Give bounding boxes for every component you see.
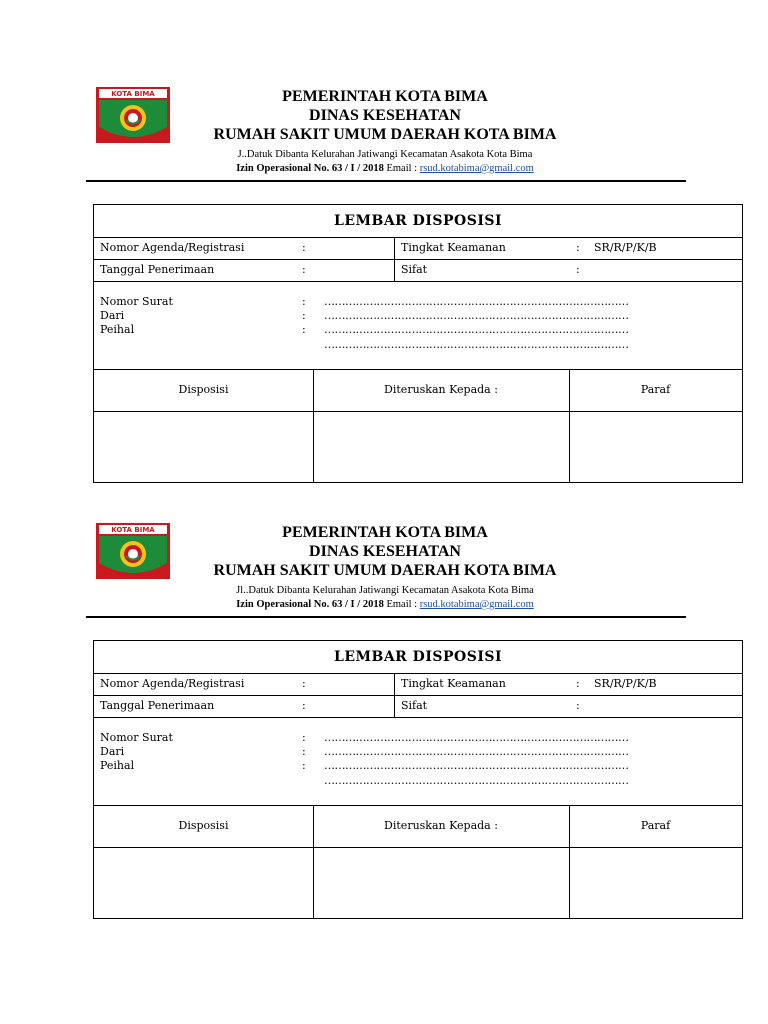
colon: : xyxy=(576,677,580,690)
license-number: Izin Operasional No. 63 / I / 2018 xyxy=(236,599,384,610)
header-divider xyxy=(86,616,686,618)
fill-dots: …………………………………………………………………………… xyxy=(324,774,629,787)
col-disposisi: Disposisi xyxy=(178,383,229,396)
address: J..Datuk Dibanta Kelurahan Jatiwangi Kecamatan Asakota Kota Bima xyxy=(237,149,533,160)
tingkat-keamanan-label: Tingkat Keamanan xyxy=(401,677,506,690)
hospital-name: RUMAH SAKIT UMUM DAERAH KOTA BIMA xyxy=(213,126,557,143)
nomor-agenda-label: Nomor Agenda/Registrasi xyxy=(100,241,245,254)
dari-label: Dari xyxy=(100,745,125,758)
colon: : xyxy=(576,699,580,712)
license-number: Izin Operasional No. 63 / I / 2018 xyxy=(236,163,384,174)
nomor-agenda-label: Nomor Agenda/Registrasi xyxy=(100,677,245,690)
column-divider xyxy=(313,805,314,918)
letter-info xyxy=(94,281,742,370)
colon: : xyxy=(302,731,306,744)
colon: : xyxy=(302,263,306,276)
tanggal-penerimaan-label: Tanggal Penerimaan xyxy=(100,699,215,712)
disposisi-table-header xyxy=(94,369,742,412)
tingkat-keamanan-value: SR/R/P/K/B xyxy=(594,241,657,254)
colon: : xyxy=(302,241,306,254)
svg-text:KOTA BIMA: KOTA BIMA xyxy=(111,90,155,98)
fill-dots: …………………………………………………………………………… xyxy=(324,338,629,351)
disposisi-form-1 xyxy=(0,0,768,440)
dari-label: Dari xyxy=(100,309,125,322)
dari-line xyxy=(100,309,629,323)
govt-name: PEMERINTAH KOTA BIMA xyxy=(282,524,488,541)
peihal-line xyxy=(100,323,629,337)
colon: : xyxy=(302,759,306,772)
row-tanggal xyxy=(94,695,742,718)
email-label: Email : xyxy=(383,163,420,174)
colon: : xyxy=(302,309,306,322)
form-title: LEMBAR DISPOSISI xyxy=(94,205,742,238)
department-name: DINAS KESEHATAN xyxy=(309,543,461,560)
colon: : xyxy=(576,263,580,276)
row-tanggal xyxy=(94,259,742,282)
fill-dots: …………………………………………………………………………… xyxy=(324,295,629,308)
disposisi-box xyxy=(93,640,743,919)
column-divider xyxy=(569,805,570,918)
fill-dots: …………………………………………………………………………… xyxy=(324,323,629,336)
peihal-label: Peihal xyxy=(100,323,135,336)
fill-dots: …………………………………………………………………………… xyxy=(324,759,629,772)
header-divider xyxy=(86,180,686,182)
col-paraf: Paraf xyxy=(640,383,671,396)
nomor-surat-line xyxy=(100,295,629,309)
license-line xyxy=(150,599,620,610)
disposisi-table-header xyxy=(94,805,742,848)
peihal-label: Peihal xyxy=(100,759,135,772)
nomor-surat-label: Nomor Surat xyxy=(100,295,173,308)
nomor-surat-label: Nomor Surat xyxy=(100,731,173,744)
tingkat-keamanan-value: SR/R/P/K/B xyxy=(594,677,657,690)
dari-line xyxy=(100,745,629,759)
fill-dots: …………………………………………………………………………… xyxy=(324,309,629,322)
col-diteruskan: Diteruskan Kepada : xyxy=(384,819,498,832)
colon: : xyxy=(302,699,306,712)
sifat-label: Sifat xyxy=(401,263,428,276)
disposisi-form-2 xyxy=(0,436,768,876)
license-line xyxy=(150,163,620,174)
colon: : xyxy=(302,677,306,690)
email-link[interactable]: rsud.kotabima@gmail.com xyxy=(419,599,534,610)
letter-info xyxy=(94,717,742,806)
hospital-name: RUMAH SAKIT UMUM DAERAH KOTA BIMA xyxy=(213,562,557,579)
address: Jl..Datuk Dibanta Kelurahan Jatiwangi Kecamatan Asakota Kota Bima xyxy=(236,585,534,596)
fill-dots: …………………………………………………………………………… xyxy=(324,745,629,758)
colon: : xyxy=(302,745,306,758)
fill-dots: …………………………………………………………………………… xyxy=(324,731,629,744)
col-diteruskan: Diteruskan Kepada : xyxy=(384,383,498,396)
col-paraf: Paraf xyxy=(640,819,671,832)
peihal-line xyxy=(100,759,629,773)
row-agenda xyxy=(94,237,742,260)
col-disposisi: Disposisi xyxy=(178,819,229,832)
tingkat-keamanan-label: Tingkat Keamanan xyxy=(401,241,506,254)
tanggal-penerimaan-label: Tanggal Penerimaan xyxy=(100,263,215,276)
colon: : xyxy=(302,295,306,308)
sifat-label: Sifat xyxy=(401,699,428,712)
form-title: LEMBAR DISPOSISI xyxy=(94,641,742,674)
nomor-surat-line xyxy=(100,731,629,745)
svg-text:KOTA BIMA: KOTA BIMA xyxy=(111,526,155,534)
row-divider xyxy=(394,237,395,281)
email-label: Email : xyxy=(383,599,420,610)
colon: : xyxy=(576,241,580,254)
row-agenda xyxy=(94,673,742,696)
email-link[interactable]: rsud.kotabima@gmail.com xyxy=(419,163,534,174)
department-name: DINAS KESEHATAN xyxy=(309,107,461,124)
colon: : xyxy=(302,323,306,336)
govt-name: PEMERINTAH KOTA BIMA xyxy=(282,88,488,105)
row-divider xyxy=(394,673,395,717)
